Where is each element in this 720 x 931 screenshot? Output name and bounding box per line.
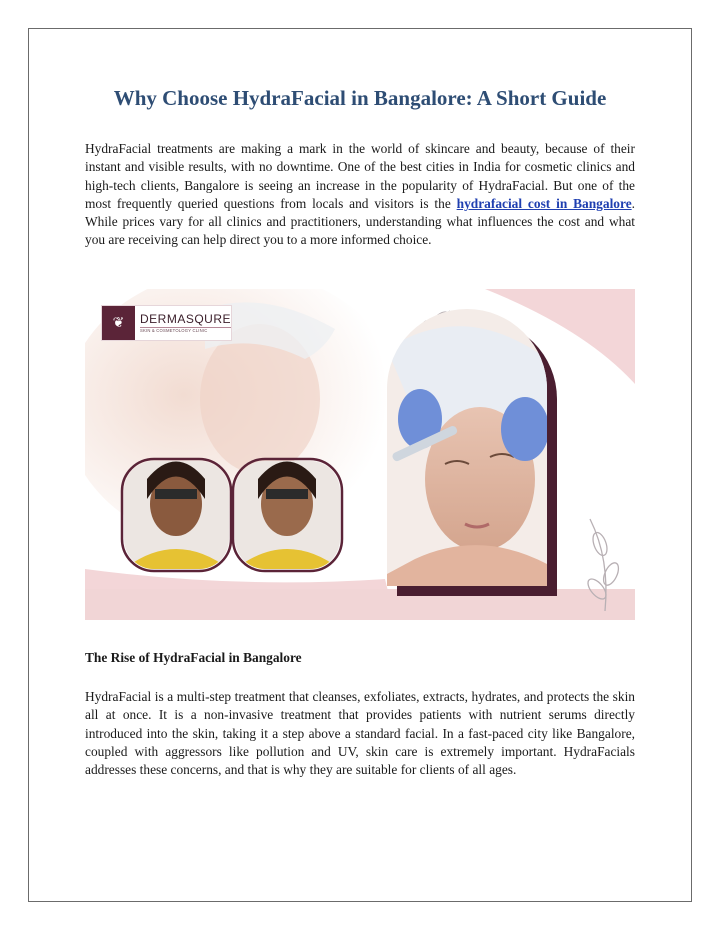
glove-right bbox=[501, 397, 549, 461]
section-body-paragraph: HydraFacial is a multi-step treatment that cleanses, exfoliates, extracts, hydrates, and protects the skin all at once. It is a non-invasive treatment that provides patients with nutrient serums directly introduced into the skin, taking it a step above a standard facial. In a fast-paced city like Bangalore, coupled with aggressors like pollution and UV, skin care is extremely important. HydraFacials addresses these concerns, and that is why they are suitable for clients of all ages. bbox=[85, 689, 635, 778]
treatment-photo bbox=[387, 309, 549, 589]
intro-paragraph bbox=[85, 140, 635, 250]
intro-text-after-link: . While prices vary for all clinics and practitioners, understanding what influences the cost and what you are receiving can help direct you to a more informed choice. bbox=[85, 195, 635, 248]
intro-text-before-link: HydraFacial treatments are making a mark in the world of skincare and beauty, because of their instant and visible results, with no downtime. One of the best cities in India for cosmetic clinics and high-tech clients, Bangalore is seeing an increase in the popularity of HydraFacial. But one of the most frequently queried questions from locals and visitors is the bbox=[85, 141, 635, 211]
hero-banner-image bbox=[85, 289, 635, 620]
clinic-logo-icon: ❦ bbox=[102, 306, 135, 340]
after-photo bbox=[235, 461, 340, 569]
clinic-logo bbox=[101, 305, 232, 341]
hydrafacial-cost-link[interactable]: hydrafacial cost in Bangalore bbox=[456, 195, 632, 211]
section-heading: The Rise of HydraFacial in Bangalore bbox=[85, 650, 302, 665]
before-photo bbox=[124, 461, 229, 569]
clinic-logo-name: DERMASQURE bbox=[139, 311, 231, 326]
page-title: Why Choose HydraFacial in Bangalore: A Short Guide bbox=[113, 86, 607, 110]
clinic-logo-tagline: SKIN & COSMETOLOGY CLINIC bbox=[140, 327, 231, 334]
